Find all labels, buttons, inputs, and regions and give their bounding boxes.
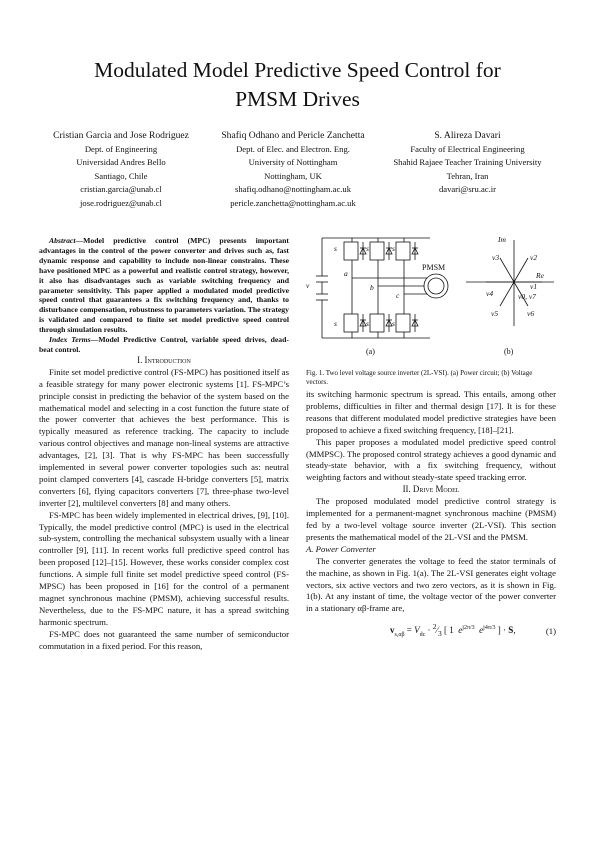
paragraph: This paper proposes a modulated model predictive speed control (MMPSC). The proposed control strategy achieves a good dynamic and steady-state behavior, with a fix switching frequency, without weighting factors and without steady-state speed tracking error. bbox=[306, 436, 556, 483]
paragraph: FS-MPC does not guaranteed the same number of semiconductor commutation in a fixed period. For this reason, bbox=[39, 628, 289, 651]
vdc-label: v bbox=[306, 281, 310, 290]
author-email: shafiq.odhano@nottingham.ac.uk bbox=[234, 184, 352, 195]
author-name: S. Alireza Davari bbox=[434, 130, 501, 141]
author-line: Dept. of Engineering bbox=[84, 143, 158, 154]
svg-text:b: b bbox=[370, 283, 374, 292]
abstract bbox=[39, 236, 289, 355]
author-line: Universidad Andres Bello bbox=[76, 157, 166, 168]
svg-text:a: a bbox=[344, 269, 348, 278]
svg-text:c: c bbox=[396, 291, 400, 300]
title-line-2: PMSM Drives bbox=[235, 87, 360, 111]
title-line-1: Modulated Model Predictive Speed Control for bbox=[94, 58, 501, 82]
svg-text:s: s bbox=[392, 319, 395, 328]
svg-text:s: s bbox=[334, 319, 337, 328]
abstract-label: Abstract bbox=[49, 236, 76, 245]
author-line: Shahid Rajaee Teacher Training University bbox=[393, 157, 542, 168]
author-line: Faculty of Electrical Engineering bbox=[410, 143, 525, 154]
author-line: Santiago, Chile bbox=[94, 170, 148, 181]
figure-caption: Fig. 1. Two level voltage source inverter (2L-VSI). (a) Power circuit; (b) Voltage vectors. bbox=[306, 369, 533, 386]
im-label: Im bbox=[498, 235, 506, 244]
right-column bbox=[306, 389, 556, 642]
figure-label-b: (b) bbox=[504, 347, 514, 356]
figure-label-a: (a) bbox=[366, 347, 375, 356]
equation-number: (1) bbox=[545, 625, 556, 636]
paragraph: Finite set model predictive control (FS-MPC) has positioned itself as a feasible strategy for many power electronic systems [1]. FS-MPC’s principle consist in predicting the behavior of the system based on the mathematical model and selecting in a cost function the future state of the power converter that achieves the best performance. This is typically measured as reference tracking. The capacity to include various control objectives and manage non-lineal systems are attractive advantages, [2], [3]. That is why FS-MPC has been successfully implemented in several power converter topologies such as: neutral point clamped converters [4], cascade H-bridge converters [5], matrix converters [6], flying capacitors converters [7], three-phase two-level inverter [2], multilevel converters [8] and many others. bbox=[39, 366, 289, 508]
vector-label: v5 bbox=[491, 309, 499, 318]
pmsm-label: PMSM bbox=[422, 263, 446, 272]
svg-text:s: s bbox=[392, 244, 395, 253]
author-line: Dept. of Elec. and Electron. Eng. bbox=[236, 143, 350, 154]
vector-label: v6 bbox=[527, 309, 535, 318]
vector-label: v1 bbox=[530, 282, 538, 291]
abstract-text: —Model predictive control (MPC) presents important advantages in the control of the power converter and drives such as, fast dynamic response and capability to include non-linear constrains. These have positioned MPC as a powerful and realistic control strategy, however, it also has disadvantages such as variable switching frequency and parameter sensitivity. This paper applied a modulated model predictive speed control that guarantees a fix switching frequency and, thanks to disturbance compensation, robustness to parameters variation. The strategy is validated and compared to finite set model predictive speed control through simulation results. bbox=[39, 236, 289, 335]
paper-title bbox=[40, 56, 555, 114]
paragraph: The proposed modulated model predictive control strategy is implemented for a permanent-magnet synchronous machine (PMSM) fed by a two-level voltage source inverter (2L-VSI). This section presents the mathematical model of the 2L-VSI and the PMSM. bbox=[306, 496, 556, 542]
paragraph: FS-MPC has been widely implemented in electrical drives, [9], [10]. Typically, the model predictive control (MPC) is used in the electrical sub-system, controlling the mechanical subsystem usually with a linear controller [9], [11]. In recent works full predictive speed control has been proposed [12]–[15]. However, these works consider complex cost functions. A simple full finite set model predictive speed control (FS-MPSC) has been proposed in [16] for the control of a permanent magnet synchronous machine (PMSM), achieving successful results. Nevertheless, due to the FS-MPC nature, it has a spread switching harmonic spectrum. bbox=[39, 509, 289, 627]
author-email: davari@sru.ac.ir bbox=[438, 184, 497, 195]
author-block-3 bbox=[375, 129, 560, 197]
figure-1 bbox=[304, 226, 560, 366]
author-email: jose.rodriguez@unab.cl bbox=[80, 197, 162, 208]
left-column bbox=[39, 236, 289, 653]
author-line: Nottingham, UK bbox=[264, 170, 322, 181]
author-line: Tehran, Iran bbox=[446, 170, 489, 181]
equation-expression: $v_{s,\alpha\beta} = V_{dc}$ · $^2⁄_3$ [ 1 $e^{j2\pi/3}$ $e^{j4\pi/3}$ ] · S, bbox=[390, 622, 516, 639]
vector-label: v3 bbox=[492, 253, 500, 262]
author-block-1 bbox=[36, 129, 206, 211]
author-email: cristian.garcia@unab.cl bbox=[80, 184, 162, 195]
index-terms-text: —Model Predictive Control, variable speed drives, dead-beat control. bbox=[39, 335, 289, 354]
vector-label: v2 bbox=[530, 253, 538, 262]
svg-text:s: s bbox=[366, 319, 369, 328]
author-line: University of Nottingham bbox=[248, 157, 338, 168]
paragraph: The converter generates the voltage to feed the stator terminals of the machine, as shown in Fig. 1(a). The 2L-VSI generates eight voltage vectors, six active vectors and two zero vectors, as it is shown in Fig. 1(b). At any instant of time, the voltage vector of the power converter in a stationary αβ-frame are, bbox=[306, 555, 556, 614]
vector-label: v4 bbox=[486, 289, 494, 298]
author-name: Shafiq Odhano and Pericle Zanchetta bbox=[221, 130, 365, 141]
re-label: Re bbox=[536, 271, 544, 280]
vector-label: v0, v7 bbox=[518, 292, 536, 301]
equation-1 bbox=[306, 621, 556, 642]
subsection-heading-power-converter: A. Power Converter bbox=[306, 543, 376, 554]
section-heading-introduction: I. Introduction bbox=[137, 354, 191, 365]
svg-text:s: s bbox=[366, 244, 369, 253]
author-block-2 bbox=[203, 129, 383, 211]
author-email: pericle.zanchetta@nottingham.ac.uk bbox=[230, 197, 356, 208]
paragraph: its switching harmonic spectrum is spread. This entails, among other problems, difficulties in filter and thermal design [17]. It is for these reasons that different modulated model predictive strategies have been proposed to achieve a fixed switching frequency, [18]–[21]. bbox=[306, 389, 556, 435]
section-heading-drive-model: II. Drive Model bbox=[402, 484, 460, 495]
svg-text:s: s bbox=[334, 244, 337, 253]
author-name: Cristian Garcia and Jose Rodriguez bbox=[53, 130, 189, 141]
index-terms-label: Index Terms bbox=[49, 335, 91, 345]
